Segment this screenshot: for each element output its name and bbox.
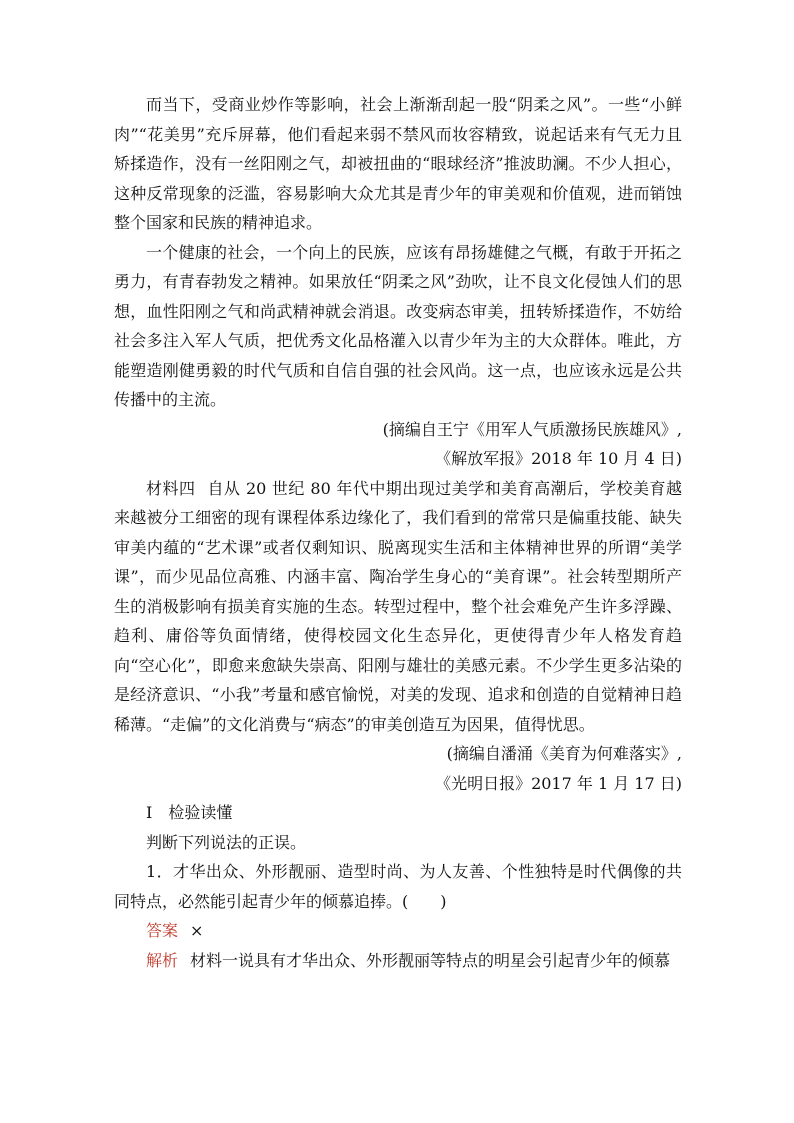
paragraph-1: 而当下，受商业炒作等影响，社会上渐渐刮起一股“阴柔之风”。一些“小鲜肉”“花美男”充斥屏幕，他们看起来弱不禁风而妆容精致，说起话来有气无力且矫揉造作，没有一丝阳刚之气，却被扭曲的“眼球经济”推波助澜。不少人担心，这种反常现象的泛滥，容易影响大众尤其是青少年的审美观和价值观，进而销蚀整个国家和民族的精神追求。 xyxy=(114,95,682,232)
source-citation-2-line-1: (摘编自潘涌《美育为何难落实》, xyxy=(446,744,682,763)
source-citation-2-line-2: 《光明日报》2017 年 1 月 17 日) xyxy=(435,773,682,793)
source-citation-1-line-1: (摘编自王宁《用军人气质激扬民族雄风》, xyxy=(382,419,682,439)
material-four-label: 材料四 xyxy=(146,478,196,498)
paragraph-3-text: 自从 20 世纪 80 年代中期出现过美学和美育高潮后，学校美育越来越被分工细密的现有课程体系边缘化了，我们看到的常常只是偏重技能、缺失审美内蕴的“艺术课”或者仅剩知识、脱离现实生活和主体精神世界的所谓“美学课”，而少见品位高雅、内涵丰富、陶冶学生身心的“美育课”。社会转型期所产生的消极影响有损美育实施的生态。转型过程中，整个社会难免产生许多浮躁、趋利、庸俗等负面情绪，使得校园文化生态异化，更使得青少年人格发育趋向“空心化”，即愈来愈缺失崇高、阳刚与雄壮的美感元素。不少学生更多沾染的是经济意识、“小我”考量和感官愉悦，对美的发现、追求和创造的自觉精神日趋稀薄。“走偏”的文化消费与“病态”的审美创造互为因果，值得忧思。 xyxy=(114,478,682,734)
paragraph-2: 一个健康的社会，一个向上的民族，应该有昂扬雄健之气概，有敢于开拓之勇力，有青春勃发之精神。如果放任“阴柔之风”劲吹，让不良文化侵蚀人们的思想，血性阳刚之气和尚武精神就会消退。改变病态审美，扭转矫揉造作，不妨给社会多注入军人气质，把优秀文化品格灌入以青少年为主的大众群体。唯此，方能塑造刚健勇毅的时代气质和自信自强的社会风尚。这一点，也应该永远是公共传播中的主流。 xyxy=(114,242,682,409)
instruction-text: 判断下列说法的正误。 xyxy=(146,832,307,852)
analysis-line xyxy=(114,946,682,976)
paragraph-3 xyxy=(114,474,682,740)
document-content xyxy=(114,90,682,975)
answer-line xyxy=(114,916,682,946)
answer-value: × xyxy=(190,921,204,940)
question-1: 1．才华出众、外形靓丽、造型时尚、为人友善、个性独特是时代偶像的共同特点，必然能引起青少年的倾慕追捧。( ) xyxy=(114,862,682,911)
analysis-label: 解析 xyxy=(146,950,179,970)
source-citation-1-line-2: 《解放军报》2018 年 10 月 4 日) xyxy=(435,449,682,468)
answer-label: 答案 xyxy=(146,921,179,940)
analysis-text: 材料一说具有才华出众、外形靓丽等特点的明星会引起青少年的倾慕 xyxy=(190,950,671,970)
section-heading: Ⅰ 检验读懂 xyxy=(146,803,233,822)
